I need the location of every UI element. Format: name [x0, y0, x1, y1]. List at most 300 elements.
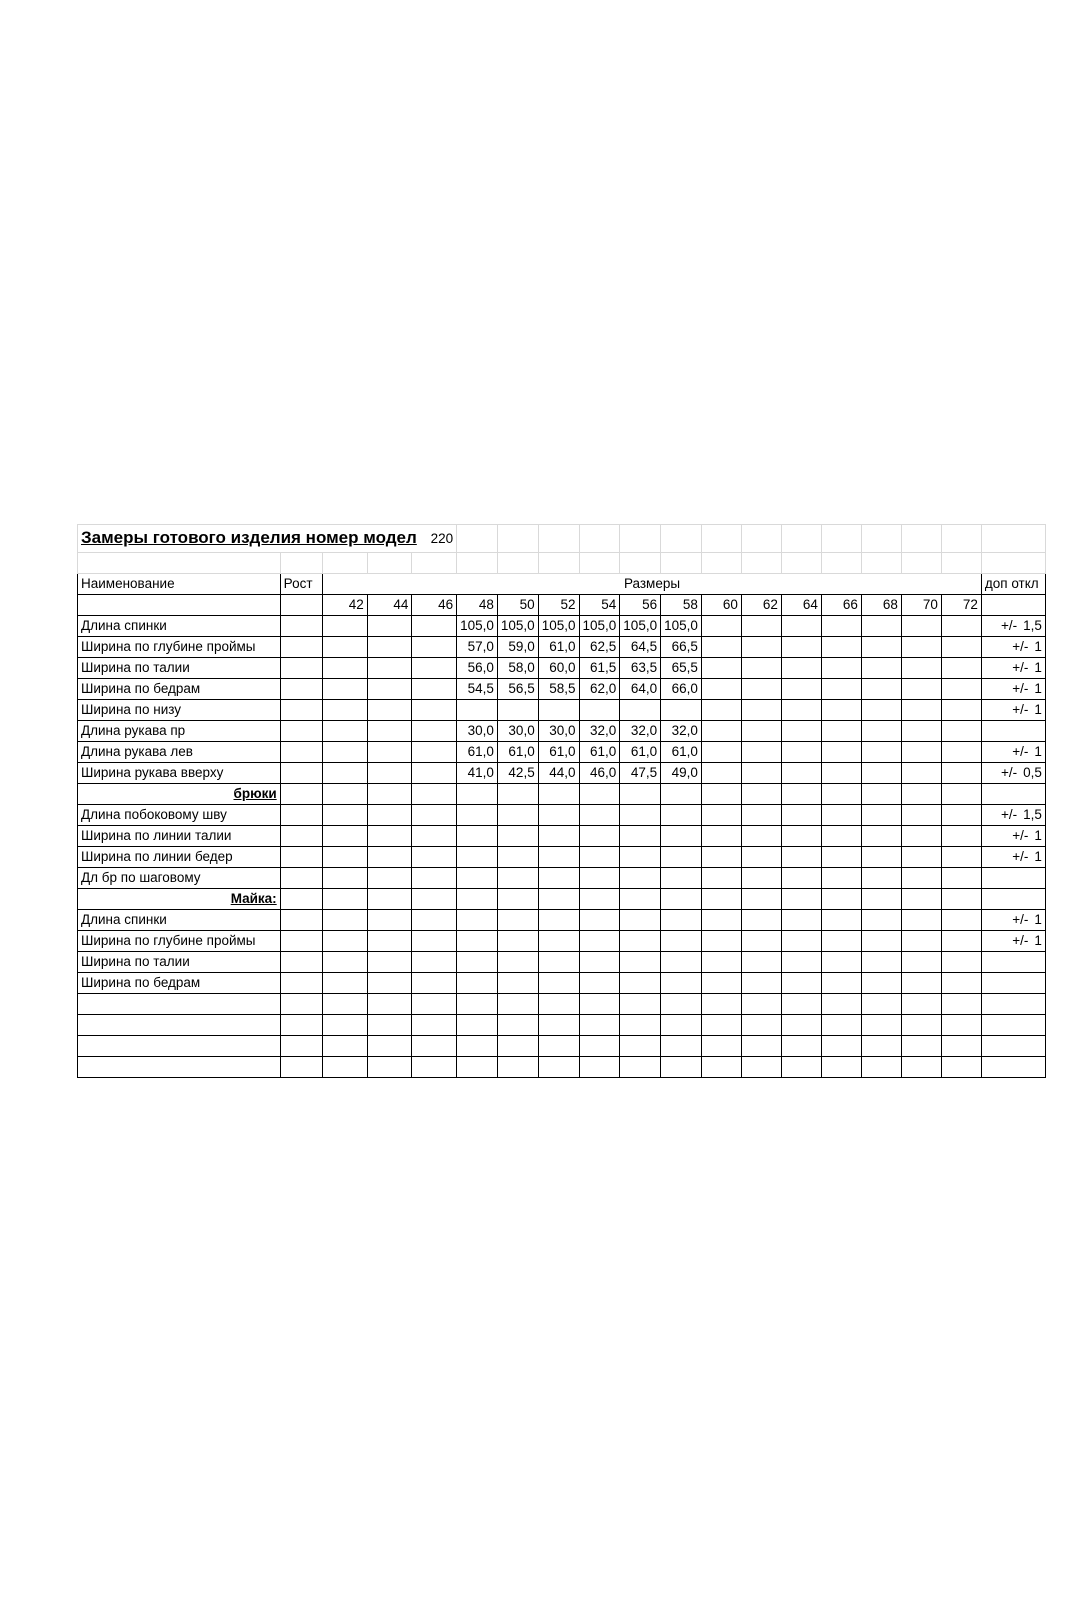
value-cell [701, 805, 741, 826]
value-cell [941, 763, 981, 784]
value-cell [457, 868, 498, 889]
value-cell [741, 1036, 781, 1057]
tolerance-value: 1 [1034, 849, 1042, 864]
value-cell [661, 847, 702, 868]
size-header-cell: 64 [781, 595, 821, 616]
value-cell [367, 847, 412, 868]
value-cell [941, 658, 981, 679]
value-cell [781, 826, 821, 847]
value-cell [781, 847, 821, 868]
value-cell [901, 616, 941, 637]
value-cell [367, 931, 412, 952]
measurement-row [78, 910, 1046, 931]
value-cell [457, 973, 498, 994]
value-cell [901, 931, 941, 952]
value-cell: 59,0 [497, 637, 538, 658]
size-header-cell: 58 [661, 595, 702, 616]
height-cell [280, 973, 322, 994]
value-cell [741, 805, 781, 826]
value-cell [701, 847, 741, 868]
value-cell [741, 763, 781, 784]
size-header-cell: 44 [367, 595, 412, 616]
size-header-cell: 52 [538, 595, 579, 616]
measurement-row [78, 616, 1046, 637]
value-cell [701, 868, 741, 889]
tolerance-cell [981, 679, 1045, 700]
value-cell [821, 1036, 861, 1057]
value-cell [323, 637, 368, 658]
value-cell [821, 889, 861, 910]
value-cell: 105,0 [579, 616, 620, 637]
value-cell [579, 994, 620, 1015]
value-cell [861, 616, 901, 637]
value-cell [861, 721, 901, 742]
value-cell [497, 868, 538, 889]
height-cell [280, 868, 322, 889]
size-header-cell: 50 [497, 595, 538, 616]
value-cell: 47,5 [620, 763, 661, 784]
value-cell: 58,5 [538, 679, 579, 700]
value-cell [941, 679, 981, 700]
value-cell [323, 658, 368, 679]
value-cell [941, 973, 981, 994]
measurement-name: Дл бр по шаговому [78, 868, 281, 889]
tolerance-cell [981, 763, 1045, 784]
value-cell [781, 1057, 821, 1078]
tolerance-cell [981, 1036, 1045, 1057]
value-cell [701, 658, 741, 679]
tolerance-value: 1 [1034, 912, 1042, 927]
tolerance-sign: +/- [1012, 681, 1029, 696]
tolerance-cell [981, 637, 1045, 658]
tolerance-cell [981, 784, 1045, 805]
title-row [78, 525, 1046, 553]
value-cell [941, 1036, 981, 1057]
value-cell [821, 952, 861, 973]
height-cell [280, 679, 322, 700]
value-cell [323, 847, 368, 868]
size-header-cell: 70 [901, 595, 941, 616]
value-cell [821, 742, 861, 763]
value-cell [701, 1036, 741, 1057]
value-cell [323, 1015, 368, 1036]
value-cell [620, 700, 661, 721]
value-cell [538, 805, 579, 826]
value-cell [412, 700, 457, 721]
value-cell [901, 826, 941, 847]
value-cell [901, 910, 941, 931]
tolerance-cell [981, 931, 1045, 952]
value-cell [661, 805, 702, 826]
measurement-name: Ширина по бедрам [78, 679, 281, 700]
value-cell: 32,0 [579, 721, 620, 742]
measurement-row [78, 637, 1046, 658]
spacer-row [78, 553, 1046, 574]
measurement-name: Ширина по бедрам [78, 973, 281, 994]
value-cell [901, 868, 941, 889]
tolerance-cell [981, 1057, 1045, 1078]
value-cell [579, 889, 620, 910]
value-cell [457, 826, 498, 847]
measurement-name: Ширина рукава вверху [78, 763, 281, 784]
value-cell [579, 1057, 620, 1078]
value-cell [781, 616, 821, 637]
value-cell: 61,0 [620, 742, 661, 763]
value-cell [579, 1036, 620, 1057]
measurement-row [78, 658, 1046, 679]
value-cell [620, 994, 661, 1015]
value-cell [861, 1036, 901, 1057]
value-cell: 63,5 [620, 658, 661, 679]
value-cell [457, 784, 498, 805]
header-height: Рост [280, 574, 322, 595]
value-cell [661, 1036, 702, 1057]
value-cell: 62,5 [579, 637, 620, 658]
value-cell: 32,0 [620, 721, 661, 742]
value-cell [367, 952, 412, 973]
sizes-row [78, 595, 1046, 616]
value-cell [661, 910, 702, 931]
value-cell [538, 1015, 579, 1036]
value-cell [941, 616, 981, 637]
tolerance-value: 1 [1034, 639, 1042, 654]
tolerance-cell [981, 868, 1045, 889]
value-cell [941, 784, 981, 805]
value-cell [412, 1036, 457, 1057]
value-cell [497, 805, 538, 826]
value-cell [781, 1036, 821, 1057]
value-cell: 30,0 [497, 721, 538, 742]
tolerance-cell [981, 742, 1045, 763]
value-cell [781, 742, 821, 763]
measurement-row [78, 763, 1046, 784]
value-cell [861, 847, 901, 868]
measurement-name: Длина побоковому шву [78, 805, 281, 826]
value-cell [821, 910, 861, 931]
section-title: Майка: [78, 889, 281, 910]
height-cell [280, 721, 322, 742]
value-cell [457, 1036, 498, 1057]
value-cell [781, 637, 821, 658]
value-cell [412, 931, 457, 952]
value-cell [367, 658, 412, 679]
tolerance-sign: +/- [1012, 912, 1029, 927]
value-cell [941, 805, 981, 826]
value-cell [741, 868, 781, 889]
value-cell [821, 616, 861, 637]
value-cell [901, 847, 941, 868]
value-cell [781, 931, 821, 952]
value-cell [661, 1057, 702, 1078]
value-cell [741, 700, 781, 721]
size-header-cell: 42 [323, 595, 368, 616]
height-cell [280, 994, 322, 1015]
value-cell [367, 1015, 412, 1036]
value-cell [457, 994, 498, 1015]
value-cell [412, 763, 457, 784]
value-cell [701, 616, 741, 637]
value-cell [941, 889, 981, 910]
value-cell [781, 1015, 821, 1036]
value-cell [412, 868, 457, 889]
value-cell [497, 910, 538, 931]
value-cell [412, 826, 457, 847]
value-cell [661, 1015, 702, 1036]
value-cell [367, 973, 412, 994]
value-cell: 57,0 [457, 637, 498, 658]
value-cell [901, 805, 941, 826]
measurement-name: Ширина по низу [78, 700, 281, 721]
value-cell [497, 952, 538, 973]
value-cell: 105,0 [620, 616, 661, 637]
value-cell [861, 658, 901, 679]
value-cell [323, 868, 368, 889]
value-cell: 61,0 [538, 742, 579, 763]
value-cell [323, 721, 368, 742]
value-cell [538, 700, 579, 721]
empty-row [78, 1036, 1046, 1057]
value-cell [538, 973, 579, 994]
value-cell [412, 658, 457, 679]
value-cell [412, 679, 457, 700]
tolerance-value: 1,5 [1023, 807, 1042, 822]
height-cell [280, 742, 322, 763]
height-cell [280, 910, 322, 931]
value-cell: 66,5 [661, 637, 702, 658]
height-cell [280, 700, 322, 721]
value-cell [538, 994, 579, 1015]
section-row [78, 889, 1046, 910]
value-cell [323, 1057, 368, 1078]
value-cell [620, 931, 661, 952]
value-cell [901, 1036, 941, 1057]
measurement-name: Ширина по линии бедер [78, 847, 281, 868]
tolerance-value: 0,5 [1023, 765, 1042, 780]
value-cell [821, 805, 861, 826]
value-cell [497, 700, 538, 721]
value-cell [367, 679, 412, 700]
value-cell [497, 1015, 538, 1036]
value-cell [538, 784, 579, 805]
value-cell [941, 637, 981, 658]
value-cell [701, 826, 741, 847]
tolerance-value: 1 [1034, 660, 1042, 675]
value-cell [412, 805, 457, 826]
value-cell [781, 721, 821, 742]
tolerance-sign: +/- [1012, 660, 1029, 675]
value-cell [457, 1057, 498, 1078]
value-cell: 64,5 [620, 637, 661, 658]
size-header-cell: 46 [412, 595, 457, 616]
height-cell [280, 847, 322, 868]
value-cell [781, 763, 821, 784]
value-cell: 41,0 [457, 763, 498, 784]
tolerance-cell [981, 973, 1045, 994]
value-cell [620, 889, 661, 910]
value-cell [367, 616, 412, 637]
value-cell: 61,0 [497, 742, 538, 763]
value-cell [323, 826, 368, 847]
value-cell [741, 826, 781, 847]
value-cell [781, 805, 821, 826]
measurement-row [78, 700, 1046, 721]
value-cell [323, 679, 368, 700]
value-cell [412, 721, 457, 742]
value-cell [661, 952, 702, 973]
value-cell [538, 910, 579, 931]
value-cell [781, 973, 821, 994]
value-cell [412, 994, 457, 1015]
value-cell [538, 952, 579, 973]
value-cell [538, 889, 579, 910]
value-cell: 58,0 [497, 658, 538, 679]
value-cell [741, 658, 781, 679]
value-cell [741, 637, 781, 658]
value-cell [367, 994, 412, 1015]
value-cell [323, 742, 368, 763]
value-cell [457, 1015, 498, 1036]
value-cell [741, 973, 781, 994]
value-cell [579, 931, 620, 952]
empty-row [78, 1057, 1046, 1078]
value-cell [323, 784, 368, 805]
measurement-name [78, 1015, 281, 1036]
value-cell [579, 973, 620, 994]
value-cell [741, 679, 781, 700]
value-cell [579, 868, 620, 889]
value-cell [661, 994, 702, 1015]
sheet-title-cell [78, 525, 457, 553]
tolerance-sign: +/- [1000, 765, 1018, 780]
value-cell [457, 889, 498, 910]
value-cell [457, 952, 498, 973]
value-cell [861, 952, 901, 973]
value-cell: 61,0 [457, 742, 498, 763]
value-cell [821, 826, 861, 847]
value-cell [861, 973, 901, 994]
tolerance-sign: +/- [1012, 702, 1029, 717]
value-cell [741, 616, 781, 637]
value-cell [941, 910, 981, 931]
measurement-row [78, 931, 1046, 952]
value-cell: 44,0 [538, 763, 579, 784]
tolerance-cell [981, 721, 1045, 742]
value-cell [323, 805, 368, 826]
value-cell [701, 931, 741, 952]
value-cell [323, 931, 368, 952]
value-cell: 32,0 [661, 721, 702, 742]
value-cell [861, 742, 901, 763]
value-cell [901, 763, 941, 784]
value-cell [620, 805, 661, 826]
measurement-row [78, 952, 1046, 973]
tolerance-value: 1 [1034, 681, 1042, 696]
value-cell [620, 826, 661, 847]
measurement-row [78, 805, 1046, 826]
value-cell [701, 952, 741, 973]
value-cell [457, 910, 498, 931]
value-cell [701, 910, 741, 931]
value-cell [861, 1057, 901, 1078]
value-cell [701, 637, 741, 658]
measurement-name: Ширина по линии талии [78, 826, 281, 847]
measurement-row [78, 973, 1046, 994]
tolerance-sign: +/- [1012, 849, 1029, 864]
tolerance-cell [981, 826, 1045, 847]
value-cell [323, 994, 368, 1015]
value-cell [367, 889, 412, 910]
value-cell [701, 784, 741, 805]
measurement-name [78, 1036, 281, 1057]
value-cell [861, 994, 901, 1015]
value-cell [941, 868, 981, 889]
measurement-row [78, 721, 1046, 742]
value-cell [821, 994, 861, 1015]
value-cell [412, 1015, 457, 1036]
value-cell [821, 1015, 861, 1036]
value-cell [781, 784, 821, 805]
value-cell [781, 658, 821, 679]
value-cell [861, 889, 901, 910]
value-cell [941, 742, 981, 763]
value-cell [821, 847, 861, 868]
measurement-row [78, 826, 1046, 847]
value-cell [741, 910, 781, 931]
tolerance-cell [981, 805, 1045, 826]
value-cell: 61,5 [579, 658, 620, 679]
value-cell [701, 679, 741, 700]
value-cell [367, 742, 412, 763]
value-cell [579, 952, 620, 973]
height-cell [280, 889, 322, 910]
value-cell [661, 973, 702, 994]
value-cell [538, 868, 579, 889]
height-cell [280, 637, 322, 658]
measurement-name: Ширина по талии [78, 658, 281, 679]
tolerance-cell [981, 1015, 1045, 1036]
value-cell [861, 700, 901, 721]
value-cell [901, 637, 941, 658]
value-cell [901, 742, 941, 763]
value-cell: 54,5 [457, 679, 498, 700]
value-cell [497, 994, 538, 1015]
value-cell [457, 805, 498, 826]
tolerance-cell [981, 889, 1045, 910]
value-cell [901, 700, 941, 721]
height-cell [280, 1036, 322, 1057]
value-cell [457, 931, 498, 952]
value-cell [538, 826, 579, 847]
value-cell [901, 1057, 941, 1078]
value-cell [941, 700, 981, 721]
value-cell [661, 826, 702, 847]
value-cell: 66,0 [661, 679, 702, 700]
tolerance-cell [981, 700, 1045, 721]
size-header-cell: 68 [861, 595, 901, 616]
value-cell: 56,0 [457, 658, 498, 679]
value-cell: 65,5 [661, 658, 702, 679]
value-cell [901, 973, 941, 994]
value-cell [412, 742, 457, 763]
value-cell [821, 931, 861, 952]
value-cell [941, 1057, 981, 1078]
size-header-cell: 56 [620, 595, 661, 616]
tolerance-sign: +/- [1000, 618, 1018, 633]
value-cell [620, 1057, 661, 1078]
value-cell [861, 805, 901, 826]
value-cell [367, 784, 412, 805]
measurement-name [78, 1057, 281, 1078]
